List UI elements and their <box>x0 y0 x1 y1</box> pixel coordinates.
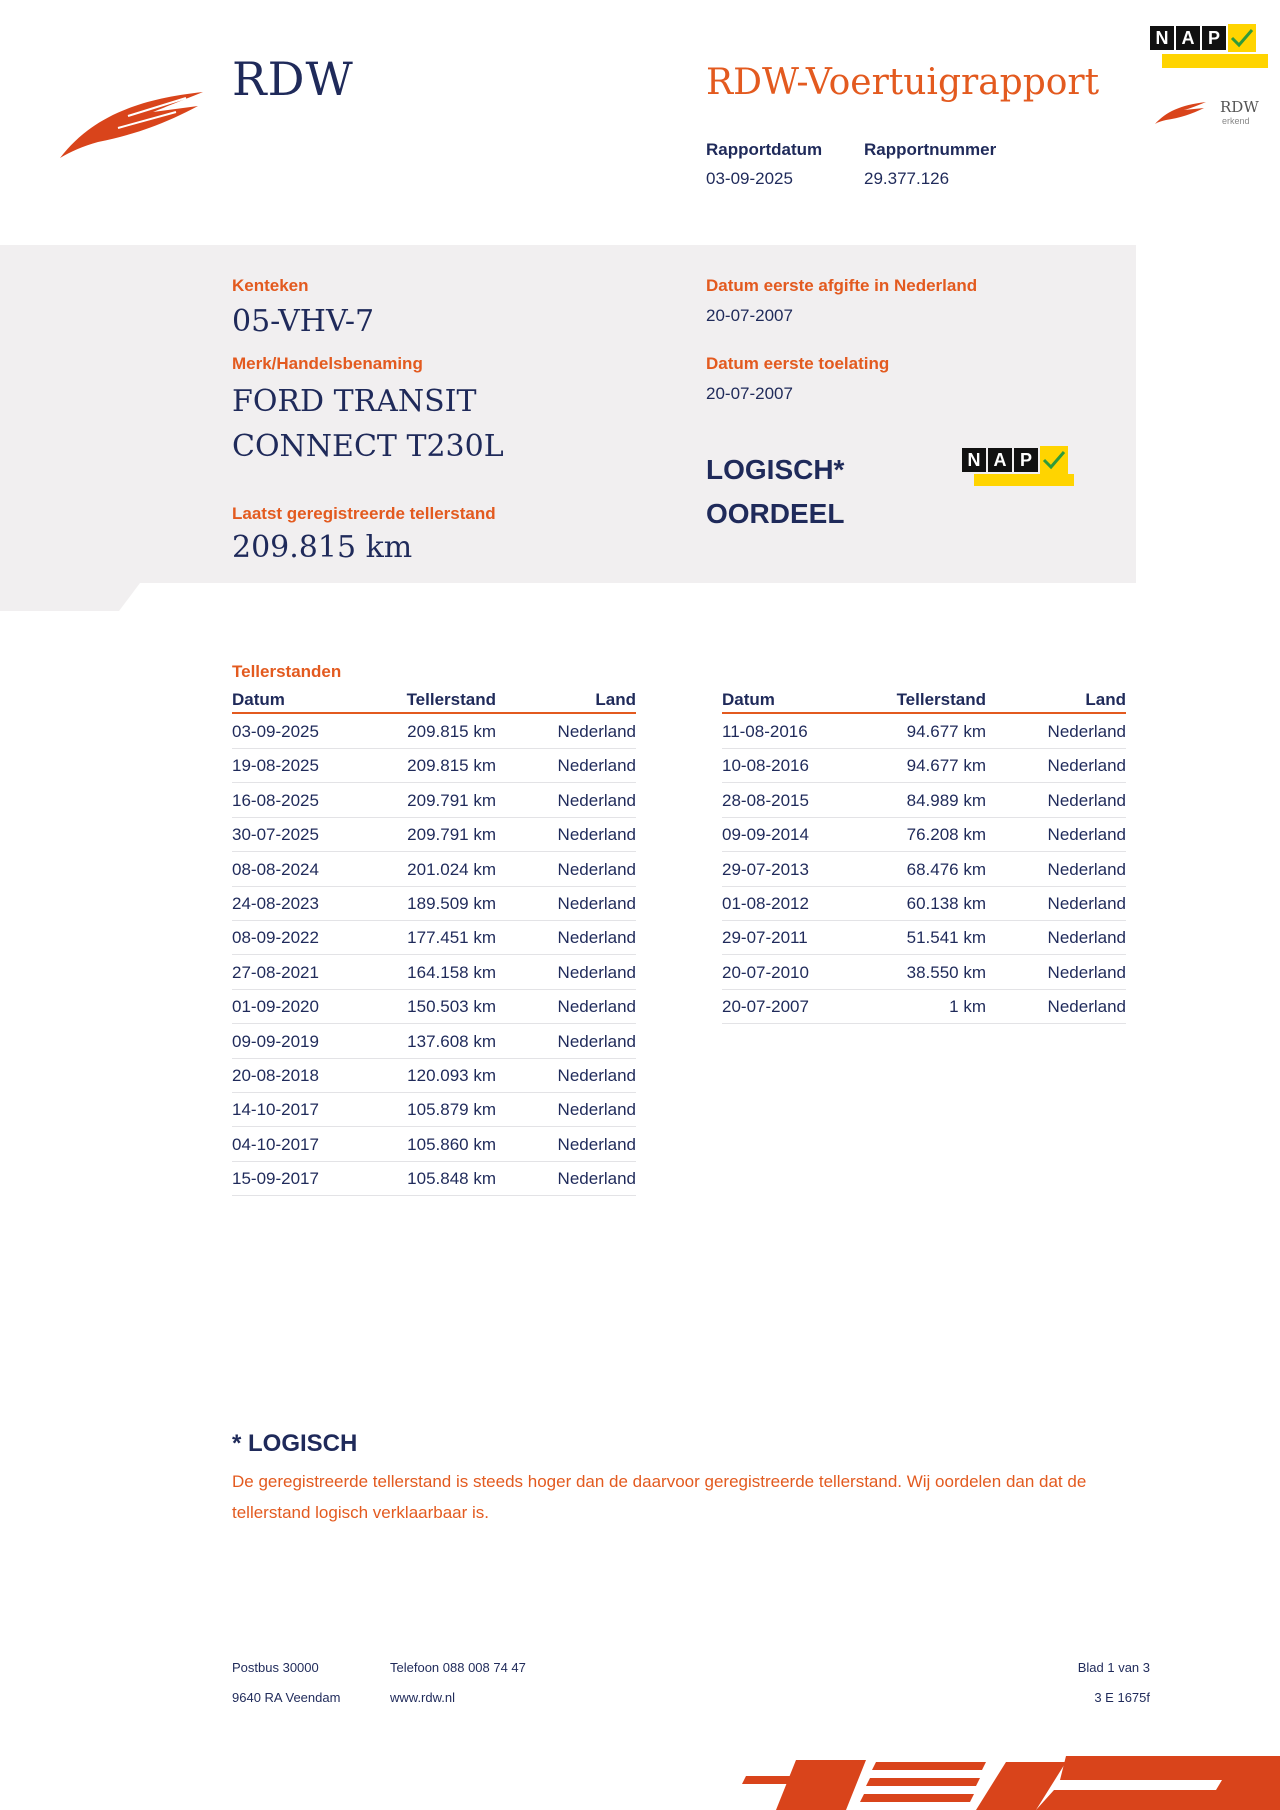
table-row <box>232 1127 636 1162</box>
rdw-logo-icon <box>58 82 208 162</box>
cell-datum: 09-09-2014 <box>722 825 809 845</box>
check-icon <box>1228 24 1256 52</box>
cell-tellerstand: 137.608 km <box>407 1031 496 1051</box>
cell-tellerstand: 189.509 km <box>407 894 496 913</box>
footer-page-number: Blad 1 van 3 <box>1077 1660 1150 1675</box>
kenteken-label: Kenteken <box>232 276 309 295</box>
col-land: Land <box>595 690 636 709</box>
cell-datum: 20-07-2010 <box>722 962 809 982</box>
cell-datum: 11-08-2016 <box>722 722 808 741</box>
cell-land: Nederland <box>1047 722 1126 741</box>
band-tail <box>0 583 140 611</box>
nap-letter: P <box>1014 448 1038 472</box>
table-row <box>722 989 1126 1024</box>
cell-land: Nederland <box>557 1100 636 1120</box>
nap-letter: A <box>988 448 1012 472</box>
table-row <box>722 955 1126 990</box>
table-row <box>722 852 1126 887</box>
nap-logo-verdict <box>962 446 1068 474</box>
table-row <box>232 1024 636 1059</box>
table-row <box>232 1058 636 1093</box>
cell-datum: 16-08-2025 <box>232 790 319 810</box>
cell-datum: 29-07-2013 <box>722 859 809 879</box>
cell-land: Nederland <box>1047 859 1126 879</box>
nap-logo-top <box>1150 24 1256 52</box>
erkend-brand: RDW <box>1220 98 1259 116</box>
afgifte-value: 20-07-2007 <box>706 306 793 325</box>
table-row <box>232 1161 636 1196</box>
table-row <box>722 748 1126 783</box>
table-row <box>232 955 636 990</box>
cell-tellerstand: 76.208 km <box>906 825 986 845</box>
footer-website-link[interactable]: www.rdw.nl <box>390 1690 456 1705</box>
cell-datum: 20-08-2018 <box>232 1066 319 1085</box>
cell-land: Nederland <box>557 1169 636 1189</box>
cell-tellerstand: 94.677 km <box>906 722 986 741</box>
cell-datum: 01-09-2020 <box>232 997 319 1017</box>
cell-tellerstand: 94.677 km <box>906 756 986 776</box>
table-row <box>722 714 1126 749</box>
table-row <box>722 920 1126 955</box>
cell-tellerstand: 177.451 km <box>407 928 496 948</box>
table-row <box>232 783 636 818</box>
col-datum: Datum <box>722 690 775 709</box>
nap-underline <box>1162 54 1268 68</box>
cell-land: Nederland <box>1047 894 1126 913</box>
nap-underline <box>974 474 1074 486</box>
cell-land: Nederland <box>557 894 636 913</box>
nap-letter: N <box>1150 26 1174 50</box>
logisch-note-text: De geregistreerde tellerstand is steeds hoger dan de daarvoor geregistreerde tellerstand. Wij oordelen dan dat de tellerstand logisch verklaarbaar is. <box>232 1472 1087 1522</box>
brand-name: RDW <box>232 52 354 106</box>
toelating-value: 20-07-2007 <box>706 384 793 403</box>
cell-land: Nederland <box>1047 928 1126 948</box>
cell-datum: 08-08-2024 <box>232 859 319 879</box>
table-row <box>232 852 636 887</box>
cell-land: Nederland <box>557 825 636 845</box>
cell-land: Nederland <box>557 756 636 776</box>
afgifte-label: Datum eerste afgifte in Nederland <box>706 276 978 295</box>
table-row <box>232 1092 636 1127</box>
cell-tellerstand: 150.503 km <box>407 997 496 1017</box>
verdict-line2: OORDEEL <box>706 498 845 529</box>
cell-tellerstand: 209.815 km <box>407 722 496 741</box>
cell-tellerstand: 68.476 km <box>906 859 986 879</box>
cell-land: Nederland <box>1047 962 1126 982</box>
kenteken-value: 05-VHV-7 <box>232 304 375 339</box>
rapportnummer-label: Rapportnummer <box>864 140 997 159</box>
cell-land: Nederland <box>557 1134 636 1154</box>
logisch-note-title: * LOGISCH <box>232 1430 358 1457</box>
cell-land: Nederland <box>557 1066 636 1085</box>
cell-tellerstand: 120.093 km <box>407 1066 496 1085</box>
rapportnummer-value: 29.377.126 <box>864 169 950 188</box>
cell-datum: 04-10-2017 <box>232 1134 319 1154</box>
cell-tellerstand: 164.158 km <box>407 962 496 982</box>
cell-tellerstand: 1 km <box>949 997 986 1017</box>
table-row <box>722 817 1126 852</box>
cell-tellerstand: 105.879 km <box>407 1100 496 1120</box>
cell-datum: 14-10-2017 <box>232 1100 319 1120</box>
cell-tellerstand: 201.024 km <box>407 859 496 879</box>
rapportdatum-value: 03-09-2025 <box>706 169 793 188</box>
cell-datum: 10-08-2016 <box>722 756 809 776</box>
table-row <box>722 886 1126 921</box>
cell-land: Nederland <box>557 790 636 810</box>
cell-tellerstand: 60.138 km <box>906 894 986 913</box>
cell-tellerstand: 38.550 km <box>906 962 986 982</box>
toelating-label: Datum eerste toelating <box>706 354 890 373</box>
rdw-erkend-logo-icon <box>1154 98 1208 126</box>
footer-code: 3 E 1675f <box>1094 1690 1150 1705</box>
cell-land: Nederland <box>557 962 636 982</box>
footer-telefoon: Telefoon 088 008 74 47 <box>390 1660 526 1675</box>
cell-land: Nederland <box>1047 997 1126 1017</box>
col-tellerstand: Tellerstand <box>406 690 496 709</box>
nap-letter: N <box>962 448 986 472</box>
tellerstanden-title: Tellerstanden <box>232 662 342 681</box>
cell-tellerstand: 209.815 km <box>407 756 496 776</box>
cell-land: Nederland <box>557 859 636 879</box>
cell-tellerstand: 105.848 km <box>407 1169 496 1189</box>
col-tellerstand: Tellerstand <box>896 690 986 709</box>
cell-datum: 20-07-2007 <box>722 997 809 1017</box>
cell-datum: 28-08-2015 <box>722 790 809 810</box>
merk-label: Merk/Handelsbenaming <box>232 354 423 373</box>
table-row <box>722 783 1126 818</box>
cell-tellerstand: 51.541 km <box>906 928 986 948</box>
tellerstand-label: Laatst geregistreerde tellerstand <box>232 504 496 523</box>
decorative-stripes-icon <box>736 1752 1280 1810</box>
cell-tellerstand: 209.791 km <box>407 790 496 810</box>
verdict-line1: LOGISCH* <box>706 454 845 485</box>
verdict <box>706 448 844 536</box>
cell-tellerstand: 209.791 km <box>407 825 496 845</box>
col-land: Land <box>1085 690 1126 709</box>
cell-land: Nederland <box>557 997 636 1017</box>
footer-postbus: Postbus 30000 <box>232 1660 319 1675</box>
cell-tellerstand: 84.989 km <box>906 790 986 810</box>
tellerstand-value: 209.815 km <box>232 530 413 565</box>
cell-land: Nederland <box>1047 825 1126 845</box>
cell-datum: 01-08-2012 <box>722 894 809 913</box>
cell-tellerstand: 105.860 km <box>407 1134 496 1154</box>
cell-datum: 29-07-2011 <box>722 928 808 948</box>
erkend-sub: erkend <box>1222 116 1250 126</box>
table-row <box>232 748 636 783</box>
cell-datum: 19-08-2025 <box>232 756 319 776</box>
table-row <box>232 920 636 955</box>
cell-land: Nederland <box>1047 790 1126 810</box>
cell-datum: 09-09-2019 <box>232 1031 319 1051</box>
rapportdatum-label: Rapportdatum <box>706 140 823 159</box>
cell-datum: 27-08-2021 <box>232 962 319 982</box>
table-row <box>232 817 636 852</box>
check-icon <box>1040 446 1068 474</box>
cell-datum: 03-09-2025 <box>232 722 319 741</box>
cell-datum: 08-09-2022 <box>232 928 319 948</box>
cell-land: Nederland <box>557 1031 636 1051</box>
cell-land: Nederland <box>557 928 636 948</box>
nap-letter: A <box>1176 26 1200 50</box>
report-title: RDW-Voertuigrapport <box>706 62 1100 103</box>
cell-land: Nederland <box>557 722 636 741</box>
col-datum: Datum <box>232 690 285 709</box>
merk-value-line1: FORD TRANSIT <box>232 384 477 419</box>
merk-value-line2: CONNECT T230L <box>232 429 504 464</box>
cell-land: Nederland <box>1047 756 1126 776</box>
table-row <box>232 989 636 1024</box>
footer-plaats: 9640 RA Veendam <box>232 1690 341 1705</box>
cell-datum: 15-09-2017 <box>232 1169 319 1189</box>
table-row <box>232 886 636 921</box>
table-row <box>232 714 636 749</box>
cell-datum: 30-07-2025 <box>232 825 319 845</box>
nap-letter: P <box>1202 26 1226 50</box>
cell-datum: 24-08-2023 <box>232 894 319 913</box>
